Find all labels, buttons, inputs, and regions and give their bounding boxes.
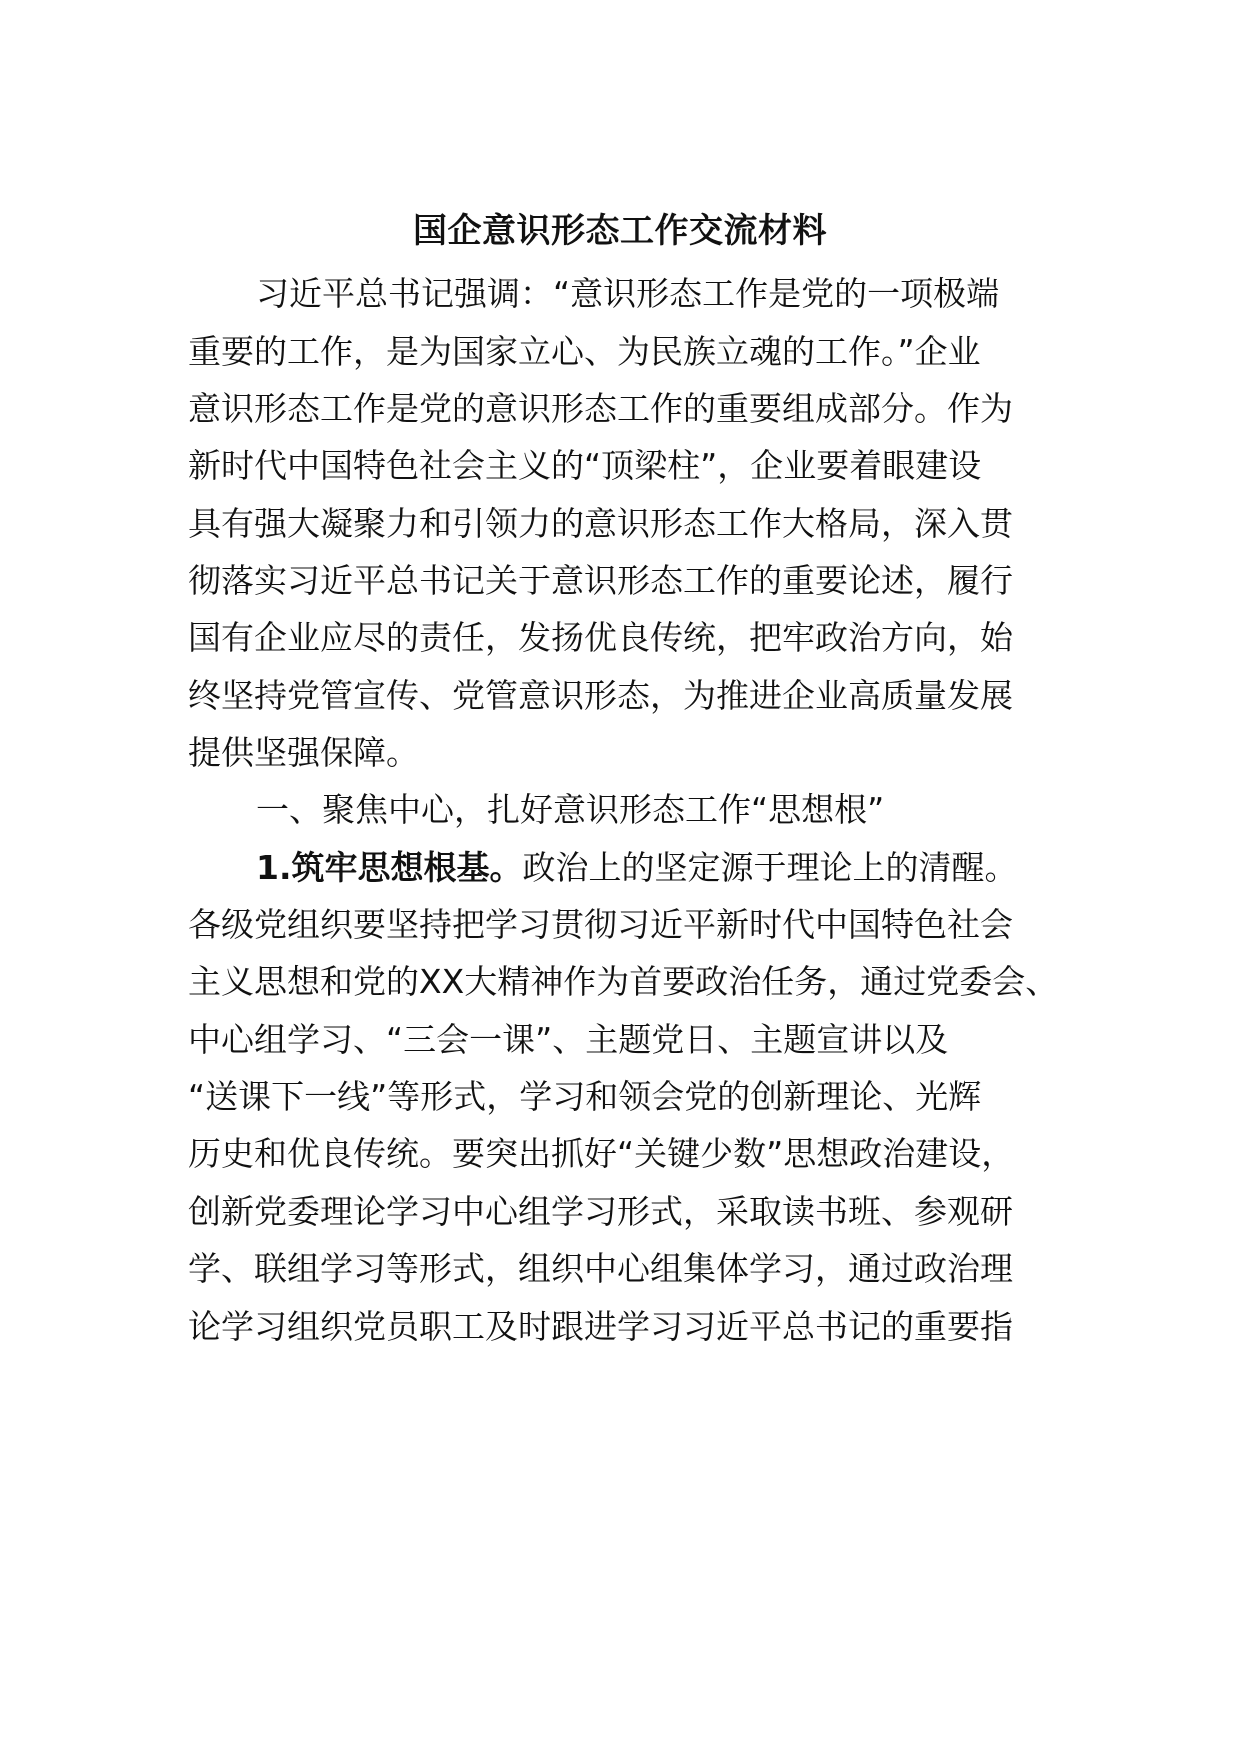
point-lead-rest: 政治上的坚定源于理论上的清醒。 <box>522 848 1018 887</box>
paragraph-line: 创新党委理论学习中心组学习形式，采取读书班、参观研 <box>188 1192 1013 1231</box>
paragraph-line: 彻落实习近平总书记关于意识形态工作的重要论述，履行 <box>188 561 1013 600</box>
paragraph-line: 历史和优良传统。要突出抓好“关键少数”思想政治建设， <box>188 1134 1015 1173</box>
document-title: 国企意识形态工作交流材料 <box>413 211 827 251</box>
point-first-line <box>256 846 1018 890</box>
paragraph-line: 主义思想和党的XX大精神作为首要政治任务，通过党委会、 <box>188 962 1059 1001</box>
paragraph-line: 论学习组织党员职工及时跟进学习习近平总书记的重要指 <box>188 1307 1013 1346</box>
paragraph-line: “送课下一线”等形式，学习和领会党的创新理论、光辉 <box>188 1077 982 1116</box>
paragraph-line: 中心组学习、“三会一课”、主题党日、主题宣讲以及 <box>188 1020 949 1059</box>
paragraph-line: 国有企业应尽的责任，发扬优良传统，把牢政治方向，始 <box>188 618 1013 657</box>
paragraph-line: 各级党组织要坚持把学习贯彻习近平新时代中国特色社会 <box>188 905 1013 944</box>
paragraph-line: 习近平总书记强调：“意识形态工作是党的一项极端 <box>256 274 1000 313</box>
paragraph-line: 终坚持党管宣传、党管意识形态，为推进企业高质量发展 <box>188 676 1013 715</box>
paragraph-line: 重要的工作，是为国家立心、为民族立魂的工作。”企业 <box>188 332 981 371</box>
point-lead: 1.筑牢思想根基。 <box>256 848 523 887</box>
paragraph-line: 意识形态工作是党的意识形态工作的重要组成部分。作为 <box>188 389 1013 428</box>
section-heading: 一、聚焦中心，扎好意识形态工作“思想根” <box>256 790 885 829</box>
paragraph-line: 新时代中国特色社会主义的“顶梁柱”，企业要着眼建设 <box>188 446 982 485</box>
paragraph-line: 学、联组学习等形式，组织中心组集体学习，通过政治理 <box>188 1249 1013 1288</box>
paragraph-line: 提供坚强保障。 <box>188 733 419 772</box>
paragraph-line: 具有强大凝聚力和引领力的意识形态工作大格局，深入贯 <box>188 504 1013 543</box>
